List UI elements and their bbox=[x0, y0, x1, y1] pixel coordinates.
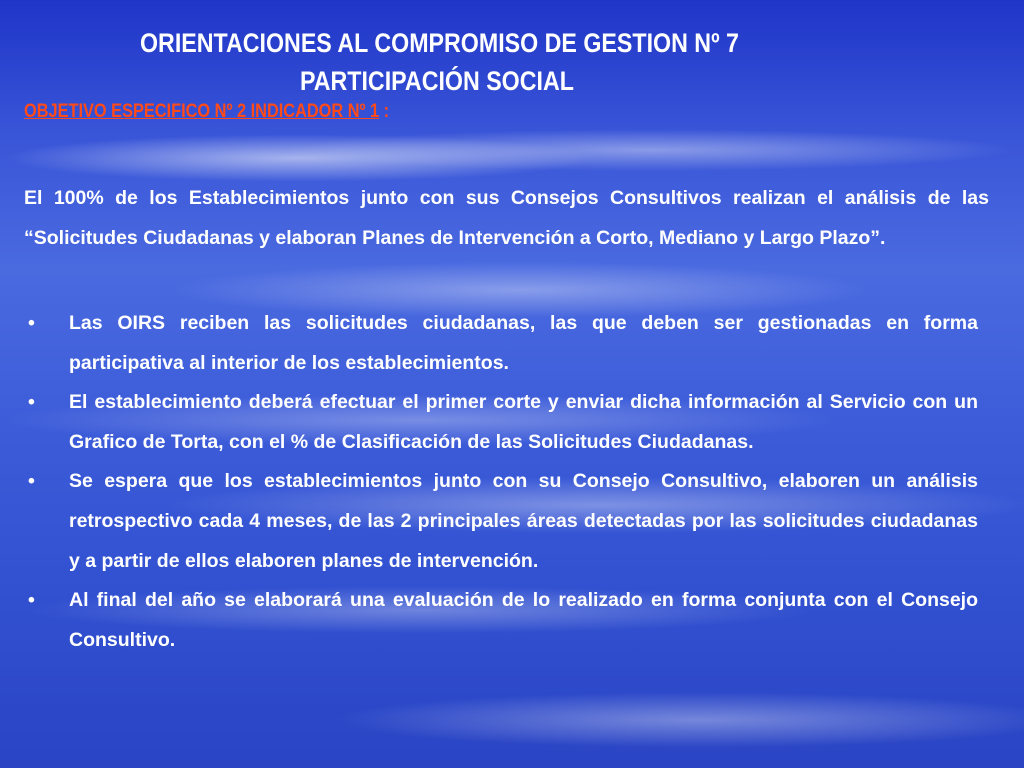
bullet-icon: • bbox=[28, 589, 35, 612]
bullet-item bbox=[28, 383, 978, 462]
bullet-icon: • bbox=[28, 312, 35, 334]
slide-title-line-1: ORIENTACIONES AL COMPROMISO DE GESTION Nº 7 bbox=[140, 28, 739, 58]
bullet-list bbox=[28, 304, 978, 660]
bullet-item bbox=[28, 304, 978, 383]
objective-label: OBJETIVO ESPECIFICO Nº 2 INDICADOR Nº 1 bbox=[24, 101, 380, 122]
slide-title-line-2: PARTICIPACIÓN SOCIAL bbox=[300, 66, 574, 96]
bullet-icon: • bbox=[28, 470, 35, 493]
bullet-icon: • bbox=[28, 391, 35, 414]
bullet-text: Al final del año se elaborará una evaluación de lo realizado en forma conjunta con el Consejo Consultivo. bbox=[69, 589, 978, 651]
bullet-text: Las OIRS reciben las solicitudes ciudadanas, las que deben ser gestionadas en forma participativa al interior de los establecimientos. bbox=[69, 312, 978, 374]
bullet-item bbox=[28, 581, 978, 660]
bullet-text: Se espera que los establecimientos junto con su Consejo Consultivo, elaboren un análisis retrospectivo cada 4 meses, de las 2 principales áreas detectadas por las solicitudes ciudadanas y a partir de ellos elaboren planes de intervención. bbox=[69, 470, 978, 572]
bullet-item bbox=[28, 462, 978, 581]
objective-heading bbox=[24, 101, 389, 123]
intro-paragraph: El 100% de los Establecimientos junto con sus Consejos Consultivos realizan el análisis de las “Solicitudes Ciudadanas y elaboran Planes de Intervención a Corto, Mediano y Largo Plazo”. bbox=[24, 187, 989, 249]
objective-suffix: : bbox=[379, 101, 390, 122]
bullet-text: El establecimiento deberá efectuar el primer corte y enviar dicha información al Servicio con un Grafico de Torta, con el % de Clasificación de las Solicitudes Ciudadanas. bbox=[69, 391, 978, 453]
